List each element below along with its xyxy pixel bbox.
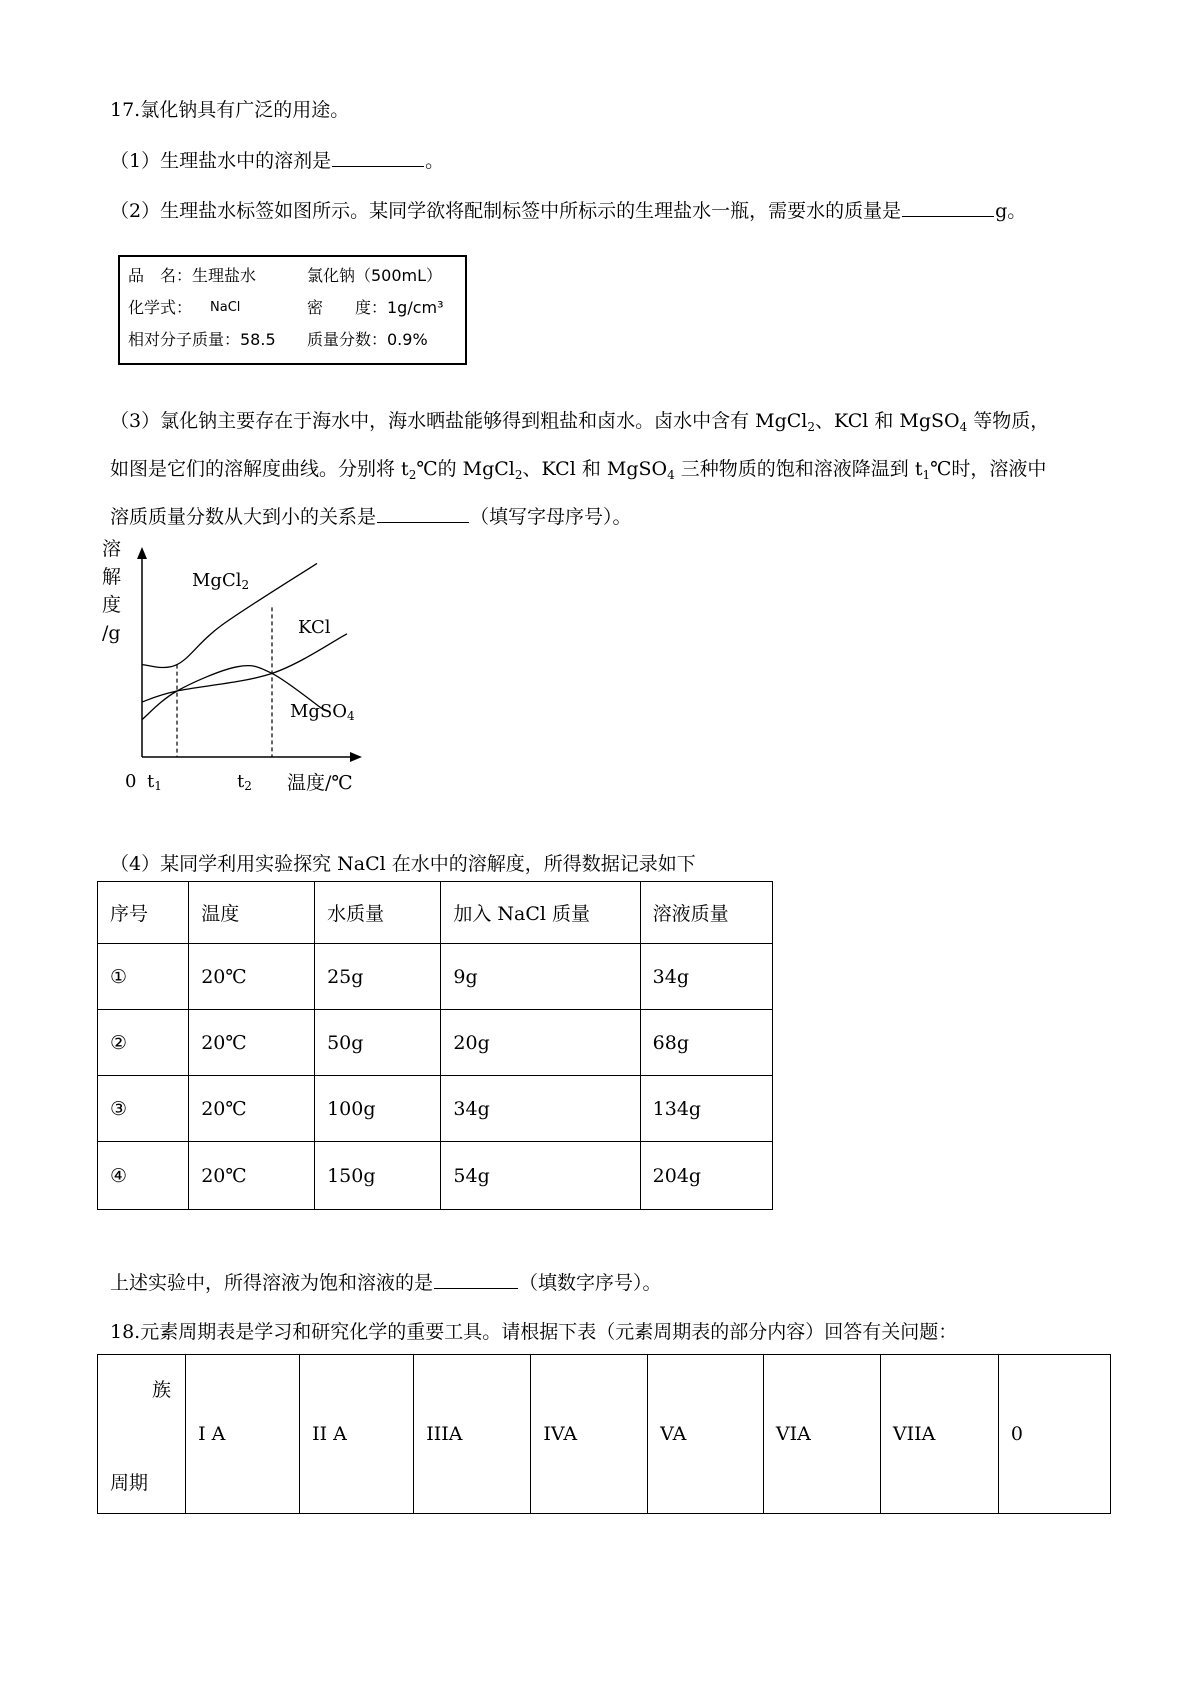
periodic-table-header (97, 1354, 1111, 1514)
group-cell: IVA (531, 1355, 648, 1514)
table-cell: ③ (98, 1076, 189, 1142)
q17-part3-line3: 溶质质量分数从大到小的关系是 （填写字母序号）。 (110, 502, 632, 531)
label-product-name: 品 名：生理盐水 (128, 266, 257, 285)
table-cell: 25g (315, 944, 441, 1010)
q17-part2: （2）生理盐水标签如图所示。某同学欲将配制标签中所标示的生理盐水一瓶，需要水的质量是 g。 (110, 196, 1026, 225)
table-cell: ④ (98, 1142, 189, 1210)
y-label-char: 度 (102, 594, 122, 616)
y-label-char: /g (102, 622, 121, 644)
label-formula: NaCl (210, 300, 241, 315)
group-cell: 0 (998, 1355, 1110, 1514)
table-cell: 20g (441, 1010, 640, 1076)
group-cell: II A (300, 1355, 414, 1514)
table-header-row (98, 882, 773, 944)
q17-title: 17.氯化钠具有广泛的用途。 (110, 99, 350, 121)
y-axis-arrow (137, 547, 147, 559)
corner-cell (98, 1355, 186, 1514)
q17-part3-line2: 如图是它们的溶解度曲线。分别将 $t_2℃$的 MgCl$_2$、KCl 和 MgSO$_4$ 三种物质的饱和溶液降温到 $t_1℃$时，溶液中 (110, 458, 1047, 482)
table-cell: 50g (315, 1010, 441, 1076)
x-tick-label: t1 (147, 771, 162, 793)
table-cell: 134g (640, 1076, 772, 1142)
table-cell: 54g (441, 1142, 640, 1210)
x-axis-label: 温度/℃ (287, 772, 353, 794)
table-cell: ① (98, 944, 189, 1010)
table-header-cell: 溶液质量 (640, 882, 772, 944)
label-formula-key: 化学式： (128, 298, 193, 317)
q17-part4: （4）某同学利用实验探究 NaCl 在水中的溶解度，所得数据记录如下 (110, 853, 696, 875)
x-axis-arrow (350, 752, 362, 762)
table-cell: 20℃ (189, 1010, 315, 1076)
table-cell: 100g (315, 1076, 441, 1142)
table-cell: 20℃ (189, 944, 315, 1010)
answer-blank-3[interactable] (377, 502, 469, 523)
series-label-KCl: KCl (298, 617, 331, 638)
x-tick-label: t2 (237, 771, 252, 793)
answer-blank-1[interactable] (332, 146, 424, 167)
period-label: 周期 (110, 1472, 149, 1494)
label-molar-mass: 相对分子质量：58.5 (128, 330, 276, 349)
series-label-MgSO4: MgSO4 (290, 701, 355, 723)
solubility-chart (100, 535, 400, 795)
q17-conclusion: 上述实验中，所得溶液为饱和溶液的是 （填数字序号）。 (110, 1268, 662, 1297)
q17-part3-line1: （3）氯化钠主要存在于海水中，海水晒盐能够得到粗盐和卤水。卤水中含有 MgCl$_2$、KCl 和 MgSO$_4$ 等物质， (110, 410, 1050, 434)
table-cell: 20℃ (189, 1076, 315, 1142)
y-label-char: 溶 (102, 538, 122, 560)
y-label-char: 解 (102, 566, 122, 588)
table-row (98, 1142, 773, 1210)
group-cell: I A (186, 1355, 300, 1514)
series-label-MgCl2: MgCl2 (192, 570, 250, 592)
answer-blank-2[interactable] (902, 196, 994, 217)
table-cell: 20℃ (189, 1142, 315, 1210)
table-header-cell: 温度 (189, 882, 315, 944)
table-header-cell: 加入 NaCl 质量 (441, 882, 640, 944)
table-header-cell: 序号 (98, 882, 189, 944)
group-cell: VIIA (880, 1355, 998, 1514)
table-cell: 68g (640, 1010, 772, 1076)
group-cell: VIA (763, 1355, 880, 1514)
y-axis-label (102, 538, 121, 644)
table-row (98, 1010, 773, 1076)
group-cell: VA (648, 1355, 764, 1514)
saline-label (118, 255, 467, 365)
table-header-cell: 水质量 (315, 882, 441, 944)
answer-blank-4[interactable] (434, 1268, 518, 1289)
table-cell: 34g (640, 944, 772, 1010)
table-cell: 9g (441, 944, 640, 1010)
q17-part1: （1）生理盐水中的溶剂是 。 (110, 146, 444, 175)
group-cell: IIIA (414, 1355, 531, 1514)
series-line-KCl (142, 634, 347, 702)
table-cell: 204g (640, 1142, 772, 1210)
table-row (98, 1076, 773, 1142)
group-label: 族 (152, 1379, 172, 1401)
table-row (98, 944, 773, 1010)
label-mass-fraction: 质量分数：0.9% (307, 330, 428, 349)
table-cell: 150g (315, 1142, 441, 1210)
label-density: 密 度：1g/cm³ (307, 298, 444, 317)
nacl-data-table (97, 881, 773, 1210)
table-cell: ② (98, 1010, 189, 1076)
q18-title: 18.元素周期表是学习和研究化学的重要工具。请根据下表（元素周期表的部分内容）回答有关问题： (110, 1321, 958, 1343)
x-tick-label: 0 (125, 771, 137, 792)
table-cell: 34g (441, 1076, 640, 1142)
label-content: 氯化钠（500mL） (307, 266, 443, 285)
